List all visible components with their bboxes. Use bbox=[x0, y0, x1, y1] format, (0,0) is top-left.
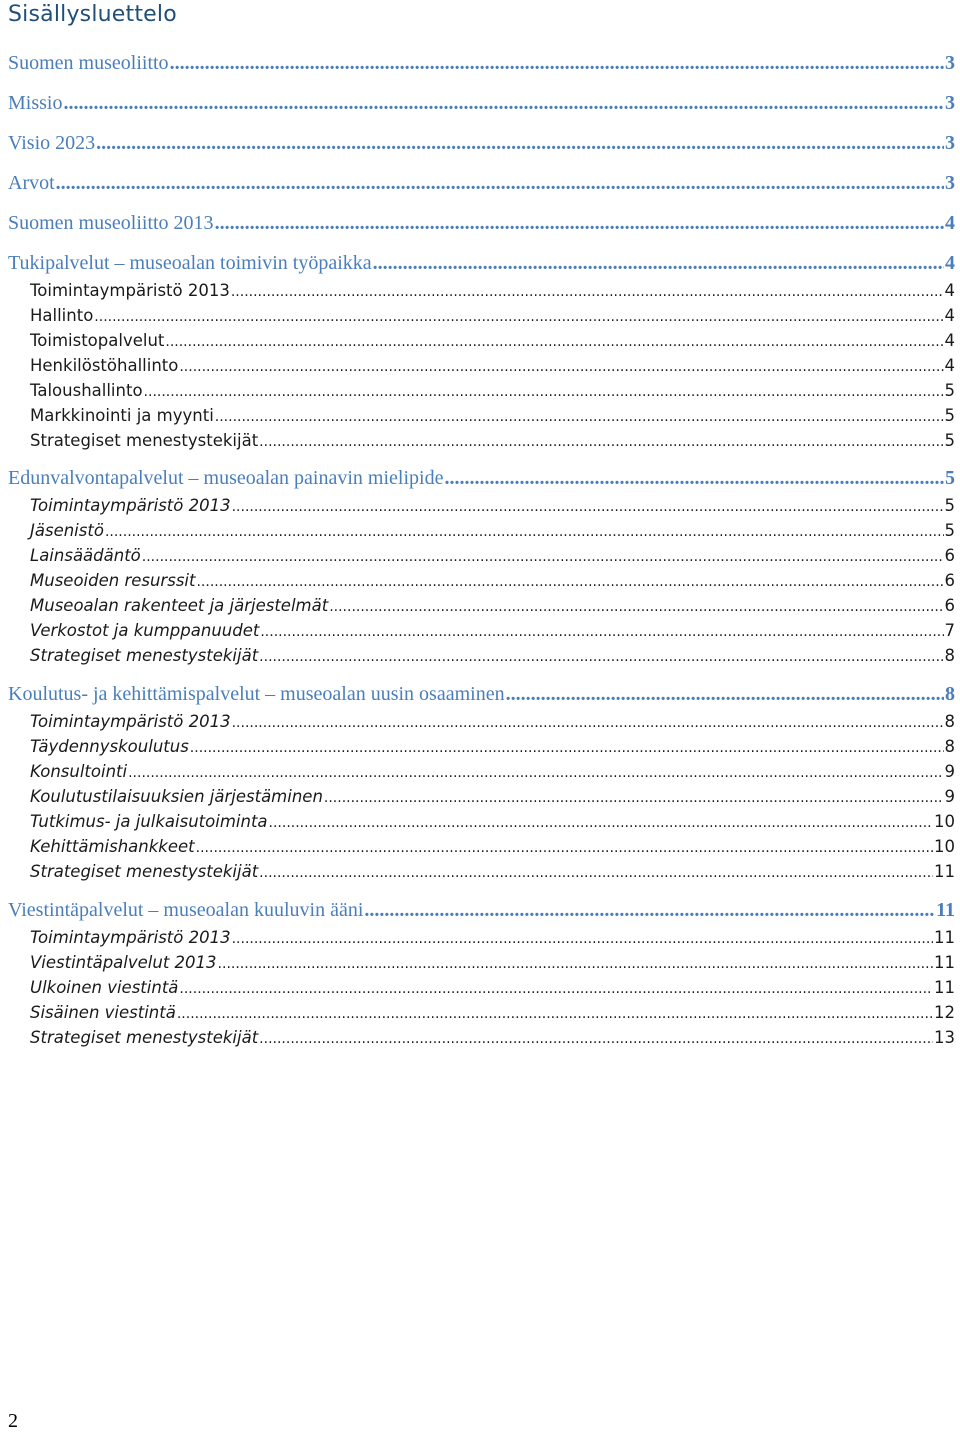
toc-entry-subsection[interactable] bbox=[30, 1003, 955, 1022]
toc-entry-label: Suomen museoliitto 2013 bbox=[8, 212, 214, 234]
toc-entry-page-number: 12 bbox=[934, 1003, 955, 1022]
toc-entry-page-number: 5 bbox=[944, 496, 955, 515]
toc-entry-subsection[interactable] bbox=[30, 762, 955, 781]
toc-entry-label: Hallinto bbox=[30, 306, 94, 325]
toc-entry-subsection[interactable] bbox=[30, 1028, 955, 1047]
toc-entry-page-number: 5 bbox=[944, 406, 955, 425]
toc-entry-label: Ulkoinen viestintä bbox=[30, 978, 179, 997]
toc-dot-leader bbox=[128, 765, 943, 781]
toc-entry-label: Toimistopalvelut bbox=[30, 331, 165, 350]
toc-entry-section[interactable] bbox=[8, 212, 955, 235]
toc-entry-page-number: 9 bbox=[944, 787, 955, 806]
toc-dot-leader bbox=[215, 212, 944, 235]
toc-entry-subsection[interactable] bbox=[30, 431, 955, 450]
toc-entry-subsection[interactable] bbox=[30, 571, 955, 590]
toc-entry-section[interactable] bbox=[8, 683, 955, 706]
toc-dot-leader bbox=[259, 434, 943, 450]
toc-dot-leader bbox=[231, 284, 944, 300]
toc-entry-page-number: 4 bbox=[944, 331, 955, 350]
toc-dot-leader bbox=[179, 981, 933, 997]
toc-dot-leader bbox=[269, 815, 933, 831]
toc-dot-leader bbox=[259, 649, 943, 665]
toc-entry-subsection[interactable] bbox=[30, 356, 955, 375]
toc-entry-label: Sisäinen viestintä bbox=[30, 1003, 176, 1022]
toc-entry-subsection[interactable] bbox=[30, 306, 955, 325]
toc-entry-subsection[interactable] bbox=[30, 953, 955, 972]
toc-entry-label: Jäsenistö bbox=[30, 521, 104, 540]
toc-dot-leader bbox=[56, 172, 944, 195]
toc-entry-page-number: 3 bbox=[945, 52, 955, 74]
toc-dot-leader bbox=[364, 899, 935, 922]
toc-entry-page-number: 10 bbox=[934, 837, 955, 856]
toc-entry-subsection[interactable] bbox=[30, 406, 955, 425]
toc-entry-subsection[interactable] bbox=[30, 281, 955, 300]
toc-entry-subsection[interactable] bbox=[30, 546, 955, 565]
toc-entry-subsection[interactable] bbox=[30, 621, 955, 640]
toc-dot-leader bbox=[232, 931, 933, 947]
toc-dot-leader bbox=[196, 574, 943, 590]
toc-entry-label: Verkostot ja kumppanuudet bbox=[30, 621, 260, 640]
toc-entry-page-number: 11 bbox=[934, 978, 955, 997]
toc-entry-label: Strategiset menestystekijät bbox=[30, 646, 259, 665]
toc-entry-section[interactable] bbox=[8, 92, 955, 115]
toc-entry-label: Markkinointi ja myynti bbox=[30, 406, 214, 425]
toc-entry-subsection[interactable] bbox=[30, 837, 955, 856]
toc-entry-subsection[interactable] bbox=[30, 712, 955, 731]
toc-entry-page-number: 6 bbox=[944, 546, 955, 565]
toc-entry-label: Kehittämishankkeet bbox=[30, 837, 195, 856]
toc-entry-label: Visio 2023 bbox=[8, 132, 96, 154]
toc-dot-leader bbox=[94, 309, 943, 325]
toc-entry-label: Arvot bbox=[8, 172, 55, 194]
toc-entry-subsection[interactable] bbox=[30, 646, 955, 665]
toc-dot-leader bbox=[142, 549, 944, 565]
toc-entry-page-number: 8 bbox=[944, 712, 955, 731]
toc-entry-label: Täydennyskoulutus bbox=[30, 737, 189, 756]
toc-dot-leader bbox=[63, 92, 944, 115]
toc-entry-label: Lainsäädäntö bbox=[30, 546, 141, 565]
toc-entry-section[interactable] bbox=[8, 132, 955, 155]
toc-entry-page-number: 7 bbox=[944, 621, 955, 640]
toc-entry-page-number: 5 bbox=[944, 431, 955, 450]
toc-entry-subsection[interactable] bbox=[30, 978, 955, 997]
toc-entry-section[interactable] bbox=[8, 899, 955, 922]
toc-entry-label: Strategiset menestystekijät bbox=[30, 1028, 259, 1047]
toc-entry-subsection[interactable] bbox=[30, 812, 955, 831]
toc-entry-page-number: 11 bbox=[936, 899, 955, 921]
toc-entry-page-number: 5 bbox=[944, 521, 955, 540]
toc-dot-leader bbox=[324, 790, 944, 806]
toc-entry-label: Viestintäpalvelut 2013 bbox=[30, 953, 217, 972]
toc-dot-leader bbox=[506, 683, 944, 706]
toc-entry-label: Toimintaympäristö 2013 bbox=[30, 928, 231, 947]
toc-entry-page-number: 4 bbox=[945, 252, 955, 274]
toc-entry-subsection[interactable] bbox=[30, 331, 955, 350]
toc-entry-subsection[interactable] bbox=[30, 737, 955, 756]
toc-dot-leader bbox=[165, 334, 943, 350]
toc-entry-page-number: 8 bbox=[944, 646, 955, 665]
toc-entry-page-number: 6 bbox=[944, 596, 955, 615]
toc-entry-label: Museoiden resurssit bbox=[30, 571, 196, 590]
toc-entry-subsection[interactable] bbox=[30, 787, 955, 806]
toc-entry-label: Strategiset menestystekijät bbox=[30, 862, 259, 881]
toc-dot-leader bbox=[259, 865, 933, 881]
toc-entry-label: Viestintäpalvelut – museoalan kuuluvin ääni bbox=[8, 899, 364, 921]
toc-entry-label: Missio bbox=[8, 92, 63, 114]
toc-dot-leader bbox=[196, 840, 933, 856]
toc-entry-page-number: 3 bbox=[945, 132, 955, 154]
toc-entry-page-number: 4 bbox=[944, 281, 955, 300]
toc-dot-leader bbox=[218, 956, 933, 972]
toc-dot-leader bbox=[170, 52, 944, 75]
toc-entry-label: Strategiset menestystekijät bbox=[30, 431, 259, 450]
toc-entry-subsection[interactable] bbox=[30, 496, 955, 515]
toc-dot-leader bbox=[177, 1006, 933, 1022]
toc-entry-page-number: 13 bbox=[934, 1028, 955, 1047]
toc-entry-page-number: 8 bbox=[945, 683, 955, 705]
toc-entry-page-number: 5 bbox=[945, 467, 955, 489]
toc-entry-label: Koulutustilaisuuksien järjestäminen bbox=[30, 787, 323, 806]
toc-entry-page-number: 9 bbox=[944, 762, 955, 781]
toc-entry-page-number: 4 bbox=[944, 356, 955, 375]
toc-dot-leader bbox=[232, 499, 944, 515]
toc-entry-page-number: 3 bbox=[945, 92, 955, 114]
toc-entry-label: Konsultointi bbox=[30, 762, 128, 781]
toc-dot-leader bbox=[96, 132, 944, 155]
toc-entry-page-number: 4 bbox=[945, 212, 955, 234]
toc-dot-leader bbox=[215, 409, 944, 425]
toc-entry-subsection[interactable] bbox=[30, 521, 955, 540]
toc-dot-leader bbox=[144, 384, 944, 400]
toc-entry-page-number: 11 bbox=[934, 862, 955, 881]
toc-entry-page-number: 10 bbox=[934, 812, 955, 831]
toc-entry-section[interactable] bbox=[8, 252, 955, 275]
toc-entry-label: Museoalan rakenteet ja järjestelmät bbox=[30, 596, 329, 615]
toc-entry-section[interactable] bbox=[8, 52, 955, 75]
toc-title: Sisällysluettelo bbox=[8, 2, 177, 27]
toc-entry-page-number: 6 bbox=[944, 571, 955, 590]
toc-entry-label: Toimintaympäristö 2013 bbox=[30, 712, 231, 731]
toc-dot-leader bbox=[232, 715, 944, 731]
toc-dot-leader bbox=[373, 252, 944, 275]
toc-dot-leader bbox=[179, 359, 943, 375]
toc-entry-label: Suomen museoliitto bbox=[8, 52, 169, 74]
toc-entry-subsection[interactable] bbox=[30, 862, 955, 881]
toc-entry-page-number: 11 bbox=[934, 953, 955, 972]
toc-dot-leader bbox=[190, 740, 944, 756]
toc-entry-subsection[interactable] bbox=[30, 381, 955, 400]
toc-entry-page-number: 8 bbox=[944, 737, 955, 756]
toc-entry-label: Tukipalvelut – museoalan toimivin työpaikka bbox=[8, 252, 372, 274]
toc-entry-label: Henkilöstöhallinto bbox=[30, 356, 179, 375]
toc-entry-section[interactable] bbox=[8, 172, 955, 195]
toc-entry-page-number: 5 bbox=[944, 381, 955, 400]
toc-dot-leader bbox=[259, 1031, 933, 1047]
toc-entry-label: Toimintaympäristö 2013 bbox=[30, 281, 230, 300]
toc-entry-label: Toimintaympäristö 2013 bbox=[30, 496, 231, 515]
toc-entry-label: Edunvalvontapalvelut – museoalan painavin mielipide bbox=[8, 467, 444, 489]
toc-entry-page-number: 11 bbox=[934, 928, 955, 947]
toc-entry-subsection[interactable] bbox=[30, 928, 955, 947]
toc-entry-label: Koulutus- ja kehittämispalvelut – museoalan uusin osaaminen bbox=[8, 683, 505, 705]
page-number: 2 bbox=[8, 1410, 18, 1432]
toc-dot-leader bbox=[444, 467, 944, 490]
toc-entry-section[interactable] bbox=[8, 467, 955, 490]
toc-entry-page-number: 4 bbox=[944, 306, 955, 325]
toc-dot-leader bbox=[105, 524, 944, 540]
toc-entry-label: Taloushallinto bbox=[30, 381, 143, 400]
toc-entry-label: Tutkimus- ja julkaisutoiminta bbox=[30, 812, 268, 831]
toc-dot-leader bbox=[260, 624, 943, 640]
toc-entry-page-number: 3 bbox=[945, 172, 955, 194]
toc-dot-leader bbox=[329, 599, 943, 615]
toc-entry-subsection[interactable] bbox=[30, 596, 955, 615]
